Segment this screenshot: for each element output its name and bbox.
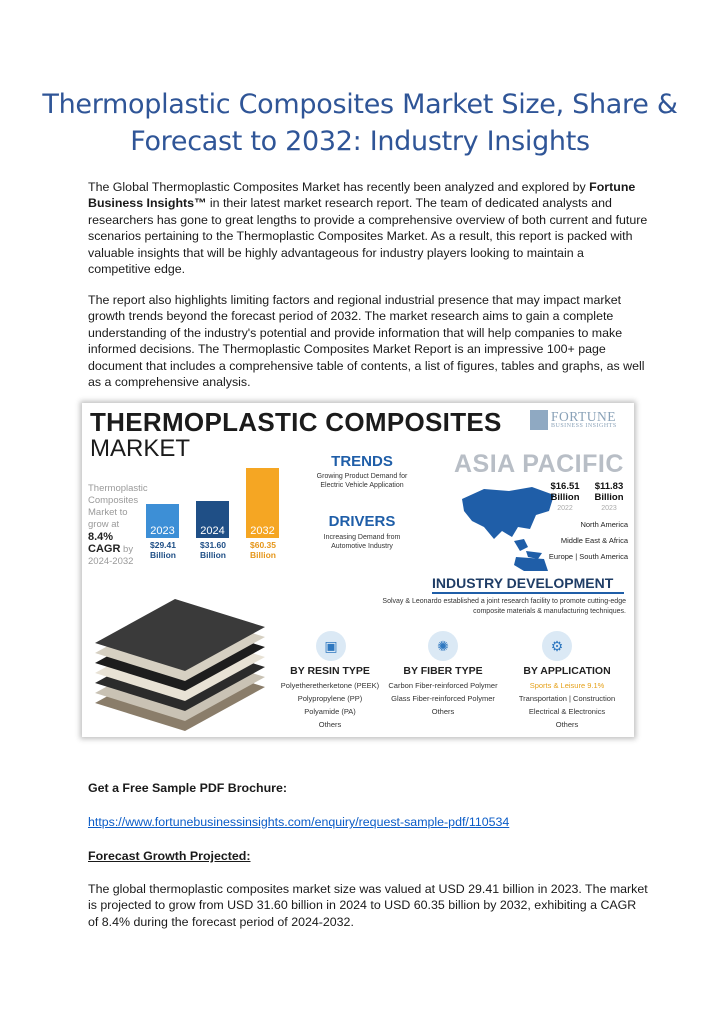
intro-text-2: in their latest market research report. The team of dedicated analysts and researchers has gone to great lengths to provide a comprehensive overview of both current and future scenarios pertaining to the Thermoplastic Composites Market. As a result, this report is packed with valuable insights that will be highly advantageous for industry players looking to maintain a competitive edge.	[88, 196, 648, 277]
stat-2022-year: 2022	[557, 505, 573, 512]
resin-item: Polyetheretherketone (PEEK)	[280, 681, 380, 690]
fiber-icon: ✺	[428, 631, 458, 661]
region-europe-sa: Europe | South America	[548, 552, 628, 561]
bar-year-label: 2024	[200, 525, 225, 537]
cagr-period: 2024-2032	[88, 556, 134, 567]
sample-label: Get a Free Sample PDF Brochure:	[88, 781, 287, 795]
stat-2023-year: 2023	[601, 505, 617, 512]
infographic	[82, 403, 634, 737]
application-heading: BY APPLICATION	[523, 665, 611, 677]
application-icon: ⚙	[542, 631, 572, 661]
title-line-1: Thermoplastic Composites Market Size, Share &	[42, 89, 678, 120]
logo-line-2: BUSINESS INSIGHTS	[551, 423, 617, 429]
title-line-2: Forecast to 2032: Industry Insights	[130, 126, 590, 157]
growth-text-1: Thermoplastic	[88, 483, 148, 494]
sample-pdf-link[interactable]: https://www.fortunebusinessinsights.com/enquiry/request-sample-pdf/110534	[88, 815, 510, 829]
trends-heading: TRENDS	[331, 453, 393, 470]
application-list	[502, 679, 632, 731]
drivers-text	[287, 533, 437, 551]
report-paragraph: The report also highlights limiting factors and regional industrial presence that may impact market growth trends beyond the forecast period of 2032. The market research aims to gain a complete understanding of the industry's potential and provide information that will help companies to make informed decisions. The Thermoplastic Composites Market Report is an impressive 100+ page document that includes a comprehensive table of contents, a list of figures, tables and graphs, as well as a comprehensive analysis.	[88, 293, 645, 390]
stat-2022-value: $16.51	[550, 481, 580, 492]
regions-list	[512, 517, 628, 565]
resin-icon: ▣	[316, 631, 346, 661]
application-item: Transportation | Construction	[518, 694, 616, 703]
logo-line-1: FORTUNE	[551, 409, 616, 424]
application-highlight: Sports & Leisure 9.1%	[529, 681, 605, 690]
fiber-heading: BY FIBER TYPE	[403, 665, 483, 677]
cagr-label: CAGR	[88, 543, 121, 555]
stat-2023-value: $11.83	[594, 481, 624, 492]
cagr-value: 8.4%	[88, 531, 114, 543]
stat-2022-unit: Billion	[550, 492, 580, 503]
industry-text-1: Solvay & Leonardo established a joint research facility to promote cutting-edge	[382, 598, 626, 605]
fiber-item: Glass Fiber-reinforced Polymer	[391, 694, 495, 703]
stat-2023	[588, 481, 630, 514]
infographic-title: THERMOPLASTIC COMPOSITES	[90, 407, 502, 437]
growth-text-4: grow at	[88, 519, 120, 530]
bar-year-label: 2032	[250, 525, 275, 537]
growth-text-3: Market to	[88, 507, 128, 518]
trends-text-1: Growing Product Demand for	[316, 473, 408, 480]
application-item: Others	[555, 720, 579, 729]
drivers-text-2: Automotive Industry	[331, 543, 393, 550]
industry-divider	[432, 592, 624, 594]
intro-text-1: The Global Thermoplastic Composites Market has recently been analyzed and explored by	[88, 180, 590, 194]
logo-icon	[530, 410, 548, 430]
resin-item: Others	[318, 720, 342, 729]
composite-sheets-image	[90, 595, 270, 733]
industry-text-2: composite materials & manufacturing techniques.	[473, 608, 626, 615]
bar-value-label: $60.35 Billion	[250, 540, 276, 560]
bar-value-label: $31.60 Billion	[200, 540, 226, 560]
industry-heading: INDUSTRY DEVELOPMENT	[432, 575, 614, 591]
stat-2023-unit: Billion	[594, 492, 624, 503]
forecast-paragraph: The global thermoplastic composites market size was valued at USD 29.41 billion in 2023. The market is projected to grow from USD 31.60 billion in 2024 to USD 60.35 billion by 2032, exhibiting a CAGR of 8.4% during the forecast period of 2024-2032.	[88, 882, 648, 929]
resin-heading: BY RESIN TYPE	[290, 665, 370, 677]
drivers-text-1: Increasing Demand from	[323, 534, 401, 541]
infographic-subtitle: MARKET	[90, 435, 191, 462]
fiber-list	[373, 679, 513, 718]
drivers-heading: DRIVERS	[328, 513, 396, 530]
bar-value-label: $29.41 Billion	[150, 540, 176, 560]
trends-text-2: Electric Vehicle Application	[320, 482, 404, 489]
bar-year-label: 2023	[150, 525, 175, 537]
trends-text	[287, 472, 437, 490]
region-heading: ASIA PACIFIC	[454, 450, 624, 478]
fiber-item: Carbon Fiber-reinforced Polymer	[388, 681, 498, 690]
fiber-item: Others	[431, 707, 455, 716]
stat-2022	[544, 481, 586, 514]
bar-chart	[146, 468, 286, 566]
fortune-logo	[530, 410, 617, 430]
region-mea: Middle East & Africa	[560, 536, 628, 545]
growth-text-2: Composites	[88, 495, 139, 506]
cagr-by: by	[123, 544, 134, 555]
industry-text	[282, 597, 626, 617]
resin-item: Polyamide (PA)	[304, 707, 356, 716]
intro-paragraph	[88, 179, 648, 277]
brand-name: Fortune Business Insights™	[88, 180, 636, 211]
region-north-america: North America	[580, 520, 628, 529]
forecast-heading: Forecast Growth Projected:	[88, 849, 251, 863]
page-title	[40, 86, 680, 160]
resin-item: Polypropylene (PP)	[297, 694, 363, 703]
application-item: Electrical & Electronics	[528, 707, 606, 716]
